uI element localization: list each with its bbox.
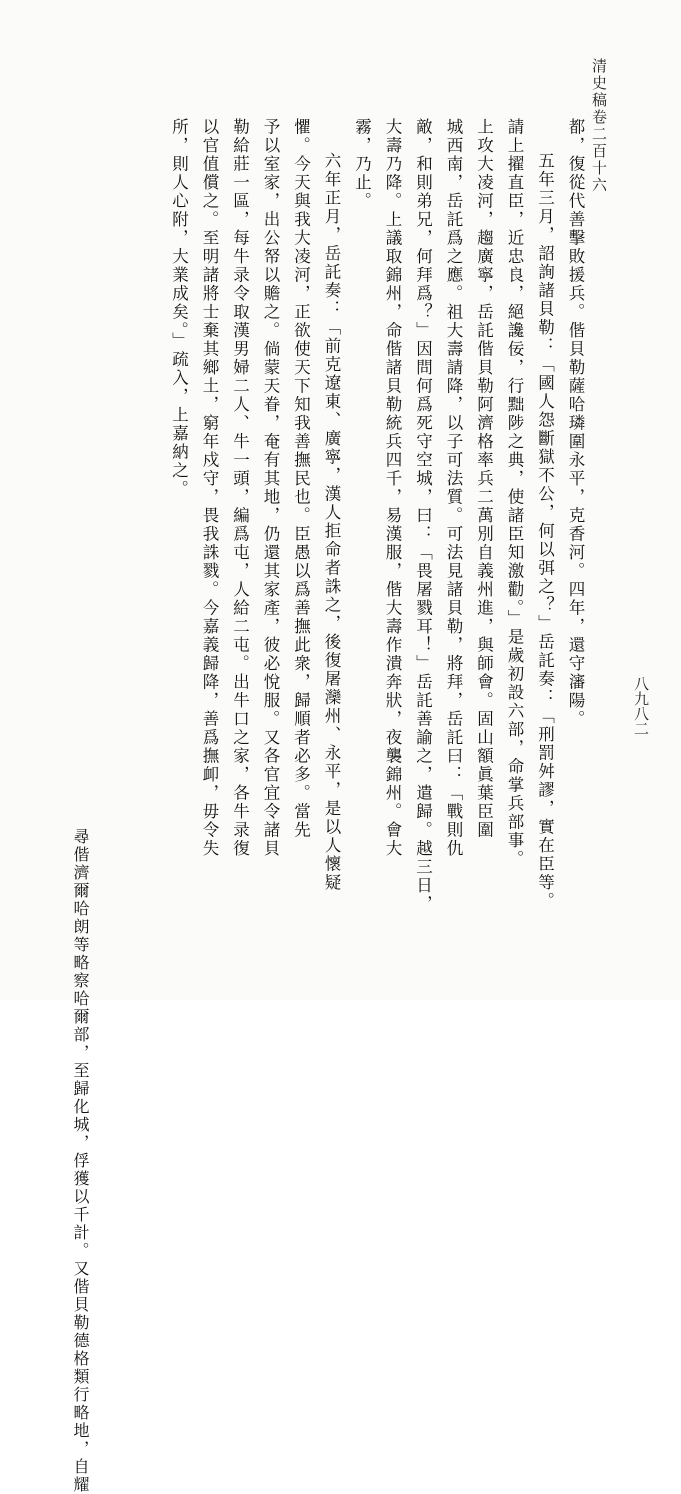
- text-column: 都，復從代善擊敗援兵。偕貝勒薩哈璘圍永平，克香河。四年，還守瀋陽。: [566, 118, 585, 729]
- bottom-text-column: 尋偕濟爾哈朗等略察哈爾部，至歸化城，俘獲以千計。又偕貝勒德格類行略地，自耀: [71, 828, 90, 1494]
- text-column: 懼。今天與我大凌河，正欲使天下知我善撫民也。臣愚以爲善撫此衆，歸順者必多。當先: [291, 118, 311, 840]
- text-column: 敵，和則弟兄，何拜爲？」因問何爲死守空城，曰：「畏屠戮耳！」岳託善諭之，遣歸。越三日，: [413, 118, 433, 914]
- vertical-text-body: [92, 118, 590, 978]
- text-column: 霧，乃止。: [352, 118, 372, 211]
- text-column: 上攻大凌河，趨廣寧，岳託偕貝勒阿濟格率兵二萬別自義州進，與師會。固山額眞葉臣圍: [474, 118, 494, 840]
- text-column: 勒給莊一區，每牛录令取漢男婦二人、牛一頭，編爲屯，人給二屯。出牛口之家，各牛录復: [230, 118, 250, 858]
- text-column: 城西南，岳託爲之應。祖大壽請降，以子可法質。可法見諸貝勒，將拜，岳託曰：「戰則仇: [444, 118, 463, 858]
- page-number: 八九八二: [632, 676, 650, 736]
- text-column: 所，則人心附，大業成矣。」疏入，上嘉納之。: [169, 118, 189, 499]
- running-header: 清史稿卷二百十六: [590, 58, 608, 194]
- text-column: 大壽乃降。上議取錦州，命偕諸貝勒統兵四千，易漢服，偕大壽作潰奔狀，夜襲錦州。會大: [383, 118, 402, 858]
- text-column: 五年三月，詔詢諸貝勒：「國人怨斷獄不公，何以弭之？」岳託奏：「刑罰舛謬，實在臣等。: [535, 152, 555, 911]
- text-column: 以官值償之。至明諸將士棄其鄉土，窮年戍守，畏我誅戮。今嘉義歸降，善爲撫卹，毋令失: [200, 118, 219, 858]
- text-column: 六年正月，岳託奏：「前克遼東、廣寧，漢人拒命者誅之，後復屠灤州、永平，是以人懷疑: [322, 152, 341, 892]
- text-column: 予以室家，出公帑以贍之。倘蒙天眷，奄有其地，仍還其家產，彼必悅服。又各官宜令諸貝: [261, 118, 280, 858]
- text-column: 請上擢直臣，近忠良，絕讒佞，行黜陟之典，使諸臣知激勸。」是歲初設六部，命掌兵部事。: [505, 118, 524, 869]
